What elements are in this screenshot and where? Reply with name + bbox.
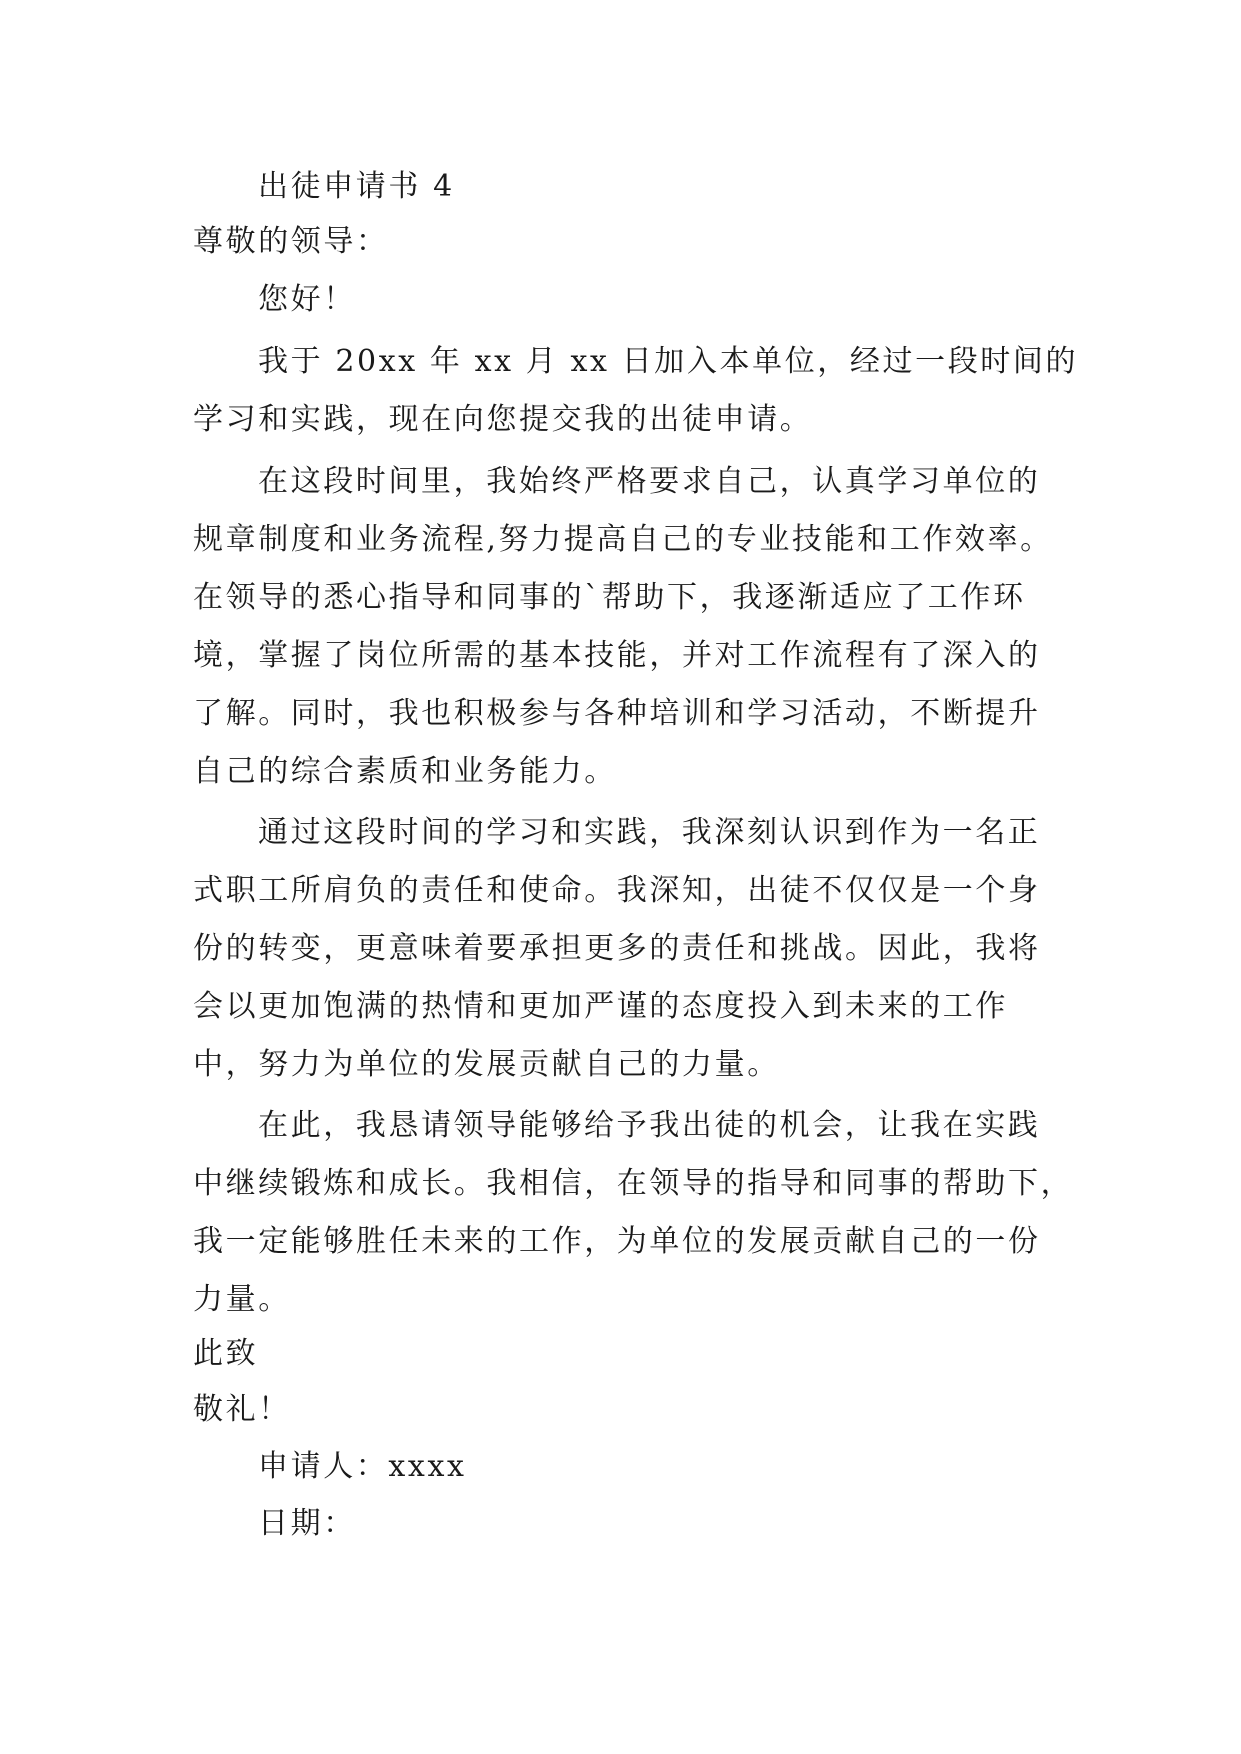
body-line: 中继续锻炼和成长。我相信，在领导的指导和同事的帮助下， — [193, 1166, 1074, 1201]
body-line: 规章制度和业务流程,努力提高自己的专业技能和工作效率。 — [193, 522, 1053, 557]
closing-line: 此致 — [193, 1336, 259, 1371]
closing-line: 敬礼！ — [193, 1392, 291, 1427]
salutation: 尊敬的领导： — [193, 224, 389, 259]
body-line: 境，掌握了岗位所需的基本技能，并对工作流程有了深入的 — [193, 638, 1041, 673]
body-line: 力量。 — [193, 1282, 291, 1317]
body-line: 份的转变，更意味着要承担更多的责任和挑战。因此，我将 — [193, 931, 1041, 966]
body-line: 我于 20xx 年 xx 月 xx 日加入本单位，经过一段时间的 — [258, 344, 1079, 379]
body-line: 在此，我恳请领导能够给予我出徒的机会，让我在实践 — [258, 1108, 1041, 1143]
date-line: 日期： — [258, 1506, 356, 1541]
body-line: 我一定能够胜任未来的工作，为单位的发展贡献自己的一份 — [193, 1224, 1041, 1259]
body-line: 学习和实践，现在向您提交我的出徒申请。 — [193, 402, 813, 437]
body-line: 在这段时间里，我始终严格要求自己，认真学习单位的 — [258, 464, 1041, 499]
greeting: 您好！ — [258, 282, 356, 317]
body-line: 通过这段时间的学习和实践，我深刻认识到作为一名正 — [258, 815, 1041, 850]
body-line: 会以更加饱满的热情和更加严谨的态度投入到未来的工作 — [193, 989, 1008, 1024]
body-line: 自己的综合素质和业务能力。 — [193, 754, 617, 789]
applicant-signature: 申请人：xxxx — [258, 1449, 467, 1484]
body-line: 了解。同时，我也积极参与各种培训和学习活动，不断提升 — [193, 696, 1041, 731]
body-line: 式职工所肩负的责任和使命。我深知，出徒不仅仅是一个身 — [193, 873, 1041, 908]
body-line: 中，努力为单位的发展贡献自己的力量。 — [193, 1047, 780, 1082]
body-line: 在领导的悉心指导和同事的`帮助下，我逐渐适应了工作环 — [193, 580, 1026, 615]
document-title: 出徒申请书 4 — [258, 169, 455, 204]
